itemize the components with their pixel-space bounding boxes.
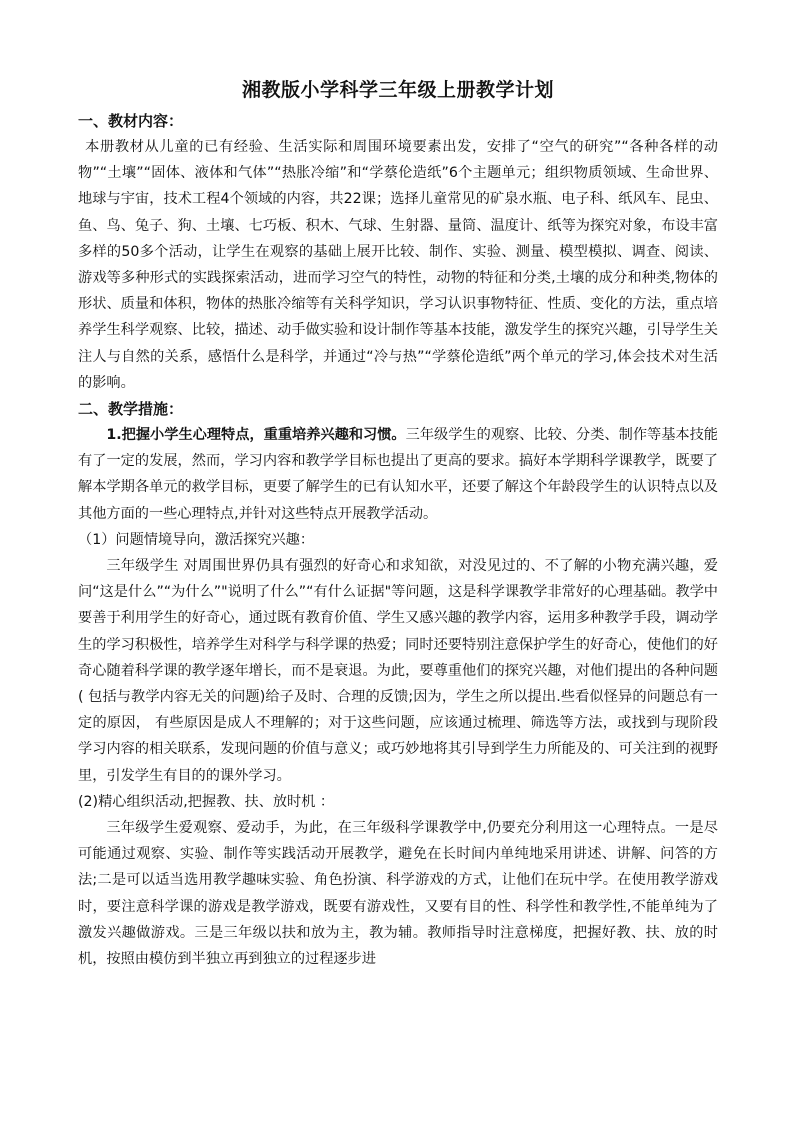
measure-point-1-text: 三年级学生的观察、比较、分类、制作等基本技能有了一定的发展，然而，学习内容和教学学目标也提出了更高的要求。搞好本学期科学课教学，既要了解本学期各单元的救学目标，更要了解学生的已有认知水平，还要了解这个年龄段学生的认识特点以及其他方面的一些心理特点,并针对这些特点开展教学活动。: [78, 427, 718, 522]
subheading-2: (2)精心组织活动,把握教、扶、放时机 ：: [78, 793, 335, 810]
subheading-1: （1）问题情境导向，激活探究兴趣：: [78, 531, 315, 548]
subparagraph-1: 三年级学生 对周围世界仍具有强烈的好奇心和求知欲，对没见过的、不了解的小物充满兴趣，爱问“这是什么”“为什么”"说明了什么”“有什么证据"等问题，这是科学课教学非常好的心理基础。教学中要善于利用学生的好奇心，通过既有教育价值、学生又感兴趣的教学内容，运用多种教学手段，调动学生的学习积极性，培养学生对科学与科学课的热爱；同时还要特别注意保护学生的好奇心，使他们的好奇心随着科学课的教学逐年增长，而不是衰退。为此，要尊重他们的探究兴趣，对他们提出的各种问题( 包括与教学内容无关的问题)给子及时、合理的反馈;因为，学生之所以提出.些看似怪异的问题总有一定的原因， 有些原因是成人不理解的；对于这些问题，应该通过梳理、筛选等方法，或找到与现阶段学习内容的相关联系，发现问题的价值与意义；或巧妙地将其引导到学生力所能及的、可关注到的视野里，引发学生有目的的课外学习。: [78, 558, 718, 784]
content-paragraph: 本册教材从儿童的已有经验、生活实际和周围环境要素出发，安排了“空气的研究”“各种各样的动物”“土壤”“固体、液体和气体”“热胀冷缩”和“学蔡伦造纸”6个主题单元；组织物质领域、生命世界、地球与宇宙，技术工程4个领域的内容，共22课；选择儿童常见的矿泉水瓶、电子科、纸风车、昆虫、鱼、鸟、兔子、狗、土壤、七巧板、积木、气球、生射器、量筒、温度计、纸等为探究对象，布设丰富多样的50多个活动，让学生在观察的基础上展开比较、制作、实验、测量、模型模拟、调查、阅读、游戏等多种形式的实践探索活动，进而学习空气的特性，动物的特征和分类,土壤的成分和种类,物体的形状、质量和体积，物体的热胀冷缩等有关科学知识，学习认识事物特征、性质、变化的方法，重点培养学生科学观察、比较，描述、动手做实验和设计制作等基本技能，激发学生的探究兴趣，引导学生关注人与自然的关系，感悟什么是科学，并通过“冷与热”“学蔡伦造纸”两个单元的学习,体会技术对生活的影响。: [78, 139, 718, 391]
document-title: 湘教版小学科学三年级上册教学计划: [241, 79, 554, 101]
measure-point-1-lead: 1.把握小学生心理特点，重重培养兴趣和习惯。: [106, 427, 406, 444]
document-page: [78, 76, 718, 972]
subparagraph-2: 三年级学生爱观察、爱动手，为此，在三年级科学课教学中,仍要充分利用这一心理特点。一是尽可能通过观察、实验、制作等实践活动开展教学，避免在长时间内单纯地采用讲述、讲解、问答的方法;二是可以适当选用教学趣味实验、角色扮演、科学游戏的方式，让他们在玩中学。在使用教学游戏时，要注意科学课的游戏是教学游戏，既要有游戏性，又要有目的性、科学性和教学性,不能单纯为了激发兴趣做游戏。三是三年级以扶和放为主，教为辅。教师指导时注意梯度，把握好教、扶、放的时机，按照由模仿到半独立再到独立的过程逐步进: [78, 820, 718, 968]
section-heading-measures: 二、教学措施：: [78, 400, 184, 419]
section-heading-content: 一、教材内容：: [78, 112, 184, 130]
measure-point-1: [78, 422, 718, 527]
